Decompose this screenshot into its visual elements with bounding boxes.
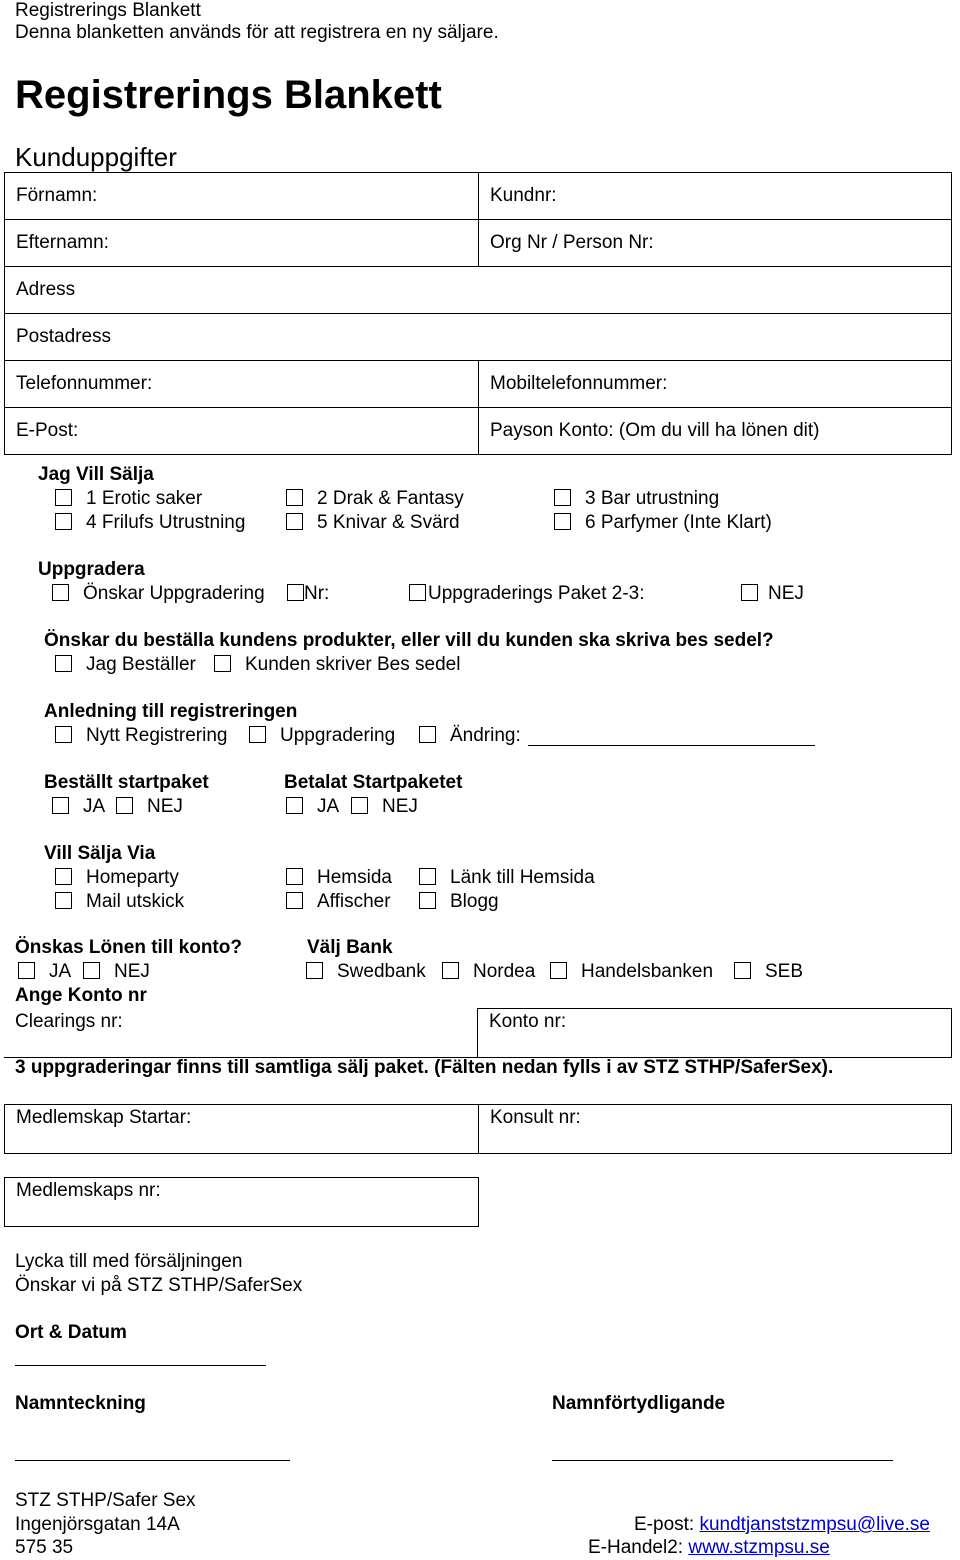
reason-option-new[interactable]: Nytt Registrering <box>55 725 228 747</box>
upgrade-option-nr[interactable]: Nr: <box>287 583 329 605</box>
change-input-line[interactable] <box>528 745 815 746</box>
checkbox[interactable] <box>286 868 303 885</box>
bank-seb[interactable]: SEB <box>734 961 803 983</box>
ordered-starter-heading: Beställt startpaket <box>44 772 209 793</box>
checkbox[interactable] <box>286 797 303 814</box>
clearing-field[interactable]: Clearings nr: <box>4 1009 478 1058</box>
checkbox[interactable] <box>116 797 133 814</box>
reason-heading: Anledning till registreringen <box>44 701 298 722</box>
via-mail[interactable]: Mail utskick <box>55 891 184 913</box>
membership-start-field[interactable]: Medlemskap Startar: <box>5 1105 479 1154</box>
sell-heading: Jag Vill Sälja <box>38 464 154 485</box>
doc-description: Denna blanketten används för att registrera en ny säljare. <box>15 22 499 43</box>
upgrade-option-package[interactable]: Uppgraderings Paket 2-3: <box>409 583 645 605</box>
clarification-label: Namnförtydligande <box>552 1393 726 1414</box>
order-question: Önskar du beställa kundens produkter, eller vill du kunden ska skriva bes sedel? <box>44 630 774 651</box>
checkbox[interactable] <box>55 489 72 506</box>
checkbox[interactable] <box>55 868 72 885</box>
checkbox[interactable] <box>554 489 571 506</box>
footer-web-row <box>588 1537 830 1559</box>
upgrade-note: 3 uppgraderingar finns till samtliga sälj paket. (Fälten nedan fylls i av STZ STHP/SaferSex). <box>15 1057 834 1078</box>
paid-no[interactable]: NEJ <box>351 796 418 818</box>
paid-starter-heading: Betalat Startpaketet <box>284 772 463 793</box>
paid-yes[interactable]: JA <box>286 796 339 818</box>
via-homeparty[interactable]: Homeparty <box>55 867 179 889</box>
place-date-line[interactable] <box>15 1365 266 1366</box>
sell-option-1[interactable]: 1 Erotic saker <box>55 488 202 510</box>
via-link[interactable]: Länk till Hemsida <box>419 867 595 889</box>
membership-nr-field[interactable]: Medlemskaps nr: <box>5 1178 479 1227</box>
via-blogg[interactable]: Blogg <box>419 891 499 913</box>
via-affischer[interactable]: Affischer <box>286 891 391 913</box>
footer-street: Ingenjörsgatan 14A <box>15 1514 180 1535</box>
checkbox[interactable] <box>55 655 72 672</box>
orgnr-field[interactable]: Org Nr / Person Nr: <box>479 220 952 267</box>
signature-label: Namnteckning <box>15 1393 146 1414</box>
membership-table <box>4 1104 952 1154</box>
bank-heading: Välj Bank <box>307 937 393 958</box>
checkbox[interactable] <box>286 513 303 530</box>
customer-table <box>4 172 952 455</box>
doc-title: Registrerings Blankett <box>15 0 201 21</box>
efternamn-field[interactable]: Efternamn: <box>5 220 479 267</box>
order-option-customer-writes[interactable]: Kunden skriver Bes sedel <box>214 654 460 676</box>
checkbox[interactable] <box>83 962 100 979</box>
signature-line[interactable] <box>15 1460 290 1461</box>
konsult-field[interactable]: Konsult nr: <box>479 1105 952 1154</box>
checkbox[interactable] <box>214 655 231 672</box>
reason-option-change[interactable]: Ändring: <box>419 725 521 747</box>
mobil-field[interactable]: Mobiltelefonnummer: <box>479 361 952 408</box>
checkbox[interactable] <box>554 513 571 530</box>
page-title: Registrerings Blankett <box>15 73 442 117</box>
checkbox[interactable] <box>52 584 69 601</box>
salary-heading: Önskas Lönen till konto? <box>15 937 242 958</box>
sell-option-6[interactable]: 6 Parfymer (Inte Klart) <box>554 512 772 534</box>
postadress-field[interactable]: Postadress <box>5 314 952 361</box>
sell-option-3[interactable]: 3 Bar utrustning <box>554 488 719 510</box>
checkbox[interactable] <box>442 962 459 979</box>
checkbox[interactable] <box>286 892 303 909</box>
bank-nordea[interactable]: Nordea <box>442 961 535 983</box>
checkbox[interactable] <box>306 962 323 979</box>
ordered-no[interactable]: NEJ <box>116 796 183 818</box>
ordered-yes[interactable]: JA <box>52 796 105 818</box>
section-title: Kunduppgifter <box>15 142 177 172</box>
footer-company: STZ STHP/Safer Sex <box>15 1490 196 1511</box>
bank-swedbank[interactable]: Swedbank <box>306 961 426 983</box>
closing-line-1: Lycka till med försäljningen <box>15 1251 243 1272</box>
via-hemsida[interactable]: Hemsida <box>286 867 392 889</box>
membership-nr-table <box>4 1177 479 1227</box>
sell-option-5[interactable]: 5 Knivar & Svärd <box>286 512 460 534</box>
footer-zip: 575 35 <box>15 1537 74 1558</box>
place-date-label: Ort & Datum <box>15 1322 127 1343</box>
footer-web-label: E-Handel2: <box>588 1537 684 1558</box>
checkbox[interactable] <box>409 584 426 601</box>
adress-field[interactable]: Adress <box>5 267 952 314</box>
checkbox[interactable] <box>286 489 303 506</box>
checkbox[interactable] <box>55 892 72 909</box>
account-heading: Ange Konto nr <box>15 985 147 1006</box>
footer-web-link[interactable]: www.stzmpsu.se <box>688 1537 830 1558</box>
epost-field[interactable]: E-Post: <box>5 408 479 455</box>
upgrade-option-no[interactable]: NEJ <box>741 583 804 605</box>
upgrade-option-wish[interactable]: Önskar Uppgradering <box>52 583 265 605</box>
sell-option-2[interactable]: 2 Drak & Fantasy <box>286 488 464 510</box>
order-option-i-order[interactable]: Jag Beställer <box>55 654 196 676</box>
checkbox[interactable] <box>419 868 436 885</box>
footer-email-row <box>634 1514 930 1536</box>
reason-option-upgrade[interactable]: Uppgradering <box>249 725 395 747</box>
checkbox[interactable] <box>419 892 436 909</box>
kundnr-field[interactable]: Kundnr: <box>479 173 952 220</box>
checkbox[interactable] <box>55 513 72 530</box>
bank-handelsbanken[interactable]: Handelsbanken <box>550 961 713 983</box>
salary-yes[interactable]: JA <box>18 961 71 983</box>
account-table <box>4 1008 952 1058</box>
checkbox[interactable] <box>249 726 266 743</box>
checkbox[interactable] <box>734 962 751 979</box>
clarification-line[interactable] <box>552 1460 893 1461</box>
checkbox[interactable] <box>550 962 567 979</box>
salary-no[interactable]: NEJ <box>83 961 150 983</box>
telefon-field[interactable]: Telefonnummer: <box>5 361 479 408</box>
checkbox[interactable] <box>52 797 69 814</box>
sell-option-4[interactable]: 4 Frilufs Utrustning <box>55 512 245 534</box>
konto-field[interactable]: Konto nr: <box>478 1009 952 1058</box>
checkbox[interactable] <box>741 584 758 601</box>
via-heading: Vill Sälja Via <box>44 843 156 864</box>
footer-email-label: E-post: <box>634 1514 695 1535</box>
closing-line-2: Önskar vi på STZ STHP/SaferSex <box>15 1275 303 1296</box>
fornamn-field[interactable]: Förnamn: <box>5 173 479 220</box>
checkbox[interactable] <box>419 726 436 743</box>
checkbox[interactable] <box>287 584 304 601</box>
checkbox[interactable] <box>55 726 72 743</box>
checkbox[interactable] <box>18 962 35 979</box>
checkbox[interactable] <box>351 797 368 814</box>
footer-email-link[interactable]: kundtjanststzmpsu@live.se <box>699 1514 930 1535</box>
upgrade-heading: Uppgradera <box>38 559 145 580</box>
payson-field[interactable]: Payson Konto: (Om du vill ha lönen dit) <box>479 408 952 455</box>
